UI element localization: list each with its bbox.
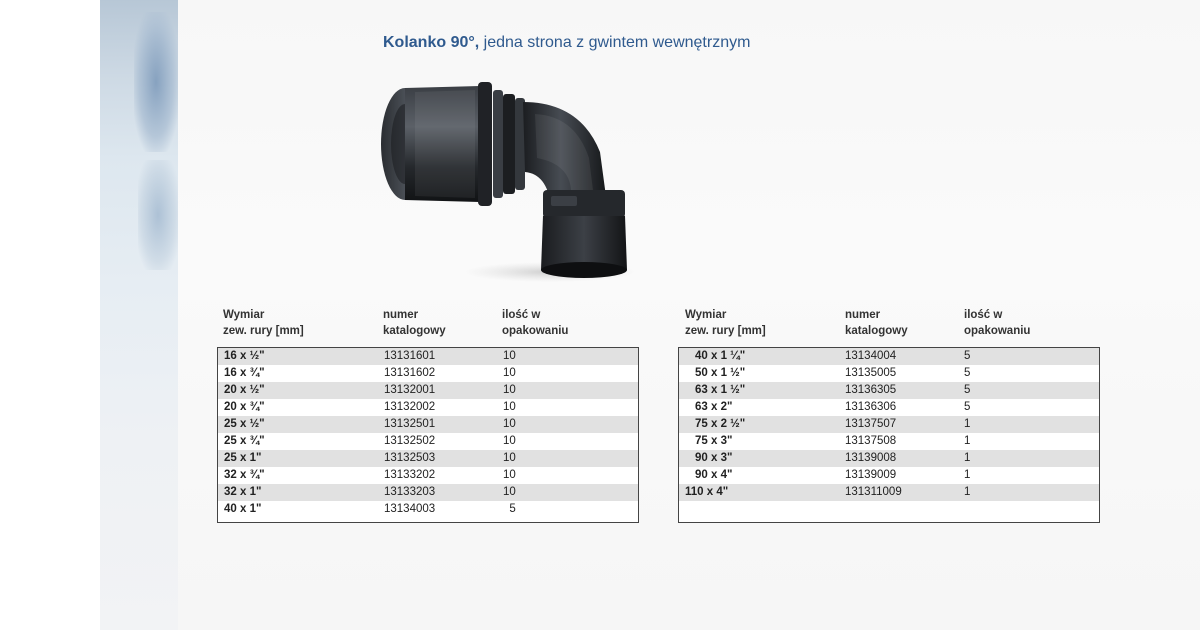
table-row: 50 x 1 ½" 13135005 5: [695, 367, 971, 379]
table-row: 25 x ½" 13132501 10: [218, 416, 638, 433]
title-description: jedna strona z gwintem wewnętrznym: [479, 34, 751, 51]
table-row: 63 x 2" 13136306 5: [695, 401, 971, 413]
column-header-package-quantity: ilość w opakowaniu: [502, 309, 569, 337]
title-product-name: Kolanko 90°,: [383, 34, 480, 51]
column-header-package-quantity: ilość w opakowaniu: [964, 309, 1031, 337]
column-header-size: Wymiar zew. rury [mm]: [685, 309, 766, 337]
table-row: 90 x 3" 13139008 1: [679, 450, 1099, 467]
table-body: [678, 347, 1100, 523]
table-body: [217, 347, 639, 523]
table-row: 32 x 1" 13133203 10: [218, 484, 638, 501]
table-row: 16 x ¾" 13131602 10: [224, 367, 516, 379]
table-row: 63 x 1 ½" 13136305 5: [679, 382, 1099, 399]
table-row: 40 x 1" 13134003 5: [224, 503, 516, 515]
column-header-size: Wymiar zew. rury [mm]: [223, 309, 304, 337]
column-header-catalog-number: numer katalogowy: [845, 309, 908, 337]
table-row: 32 x ¾" 13133202 10: [224, 469, 516, 481]
table-row: 20 x ¾" 13132002 10: [224, 401, 516, 413]
table-row: 75 x 2 ½" 13137507 1: [679, 416, 1099, 433]
background-blur-shape: [138, 160, 178, 270]
table-row: 40 x 1 ¼" 13134004 5: [679, 348, 1099, 365]
table-row: 25 x 1" 13132503 10: [218, 450, 638, 467]
table-row: 25 x ¾" 13132502 10: [224, 435, 516, 447]
table-row: 75 x 3" 13137508 1: [695, 435, 971, 447]
table-row: 16 x ½" 13131601 10: [218, 348, 638, 365]
background-blur-shape: [134, 12, 178, 152]
table-row: 90 x 4" 13139009 1: [695, 469, 971, 481]
page-title: [383, 34, 750, 52]
column-header-catalog-number: numer katalogowy: [383, 309, 446, 337]
pipe-elbow-fitting-icon: [375, 72, 645, 292]
background-photo-strip: [100, 0, 178, 630]
table-row: 20 x ½" 13132001 10: [218, 382, 638, 399]
table-row: 110 x 4" 131311009 1: [679, 484, 1099, 501]
